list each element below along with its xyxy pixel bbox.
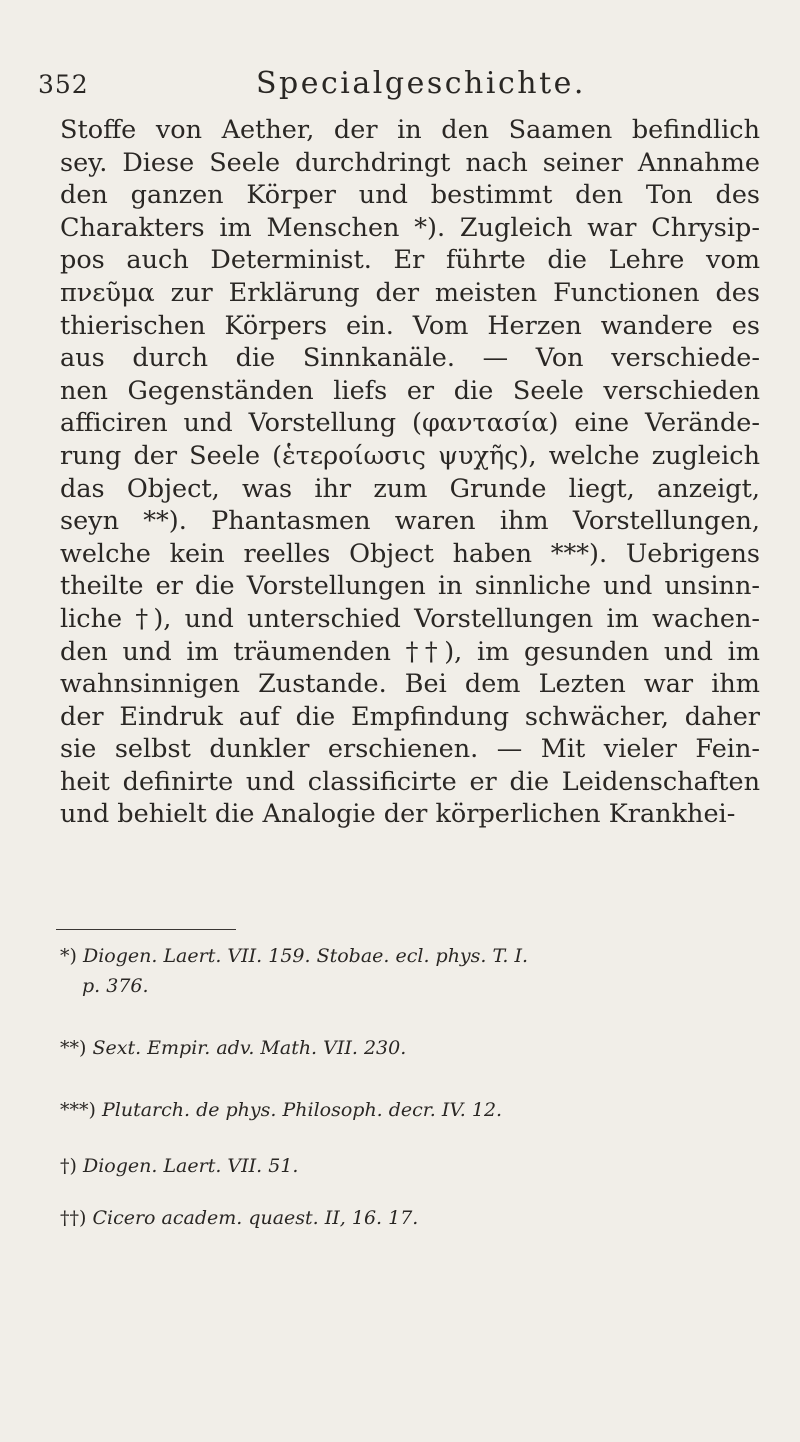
footnote-mark: †) [60, 1155, 77, 1177]
footnote-text: Plutarch. de phys. Philosoph. decr. IV. 12. [101, 1099, 503, 1121]
footnote-mark: *) [60, 945, 77, 967]
page-number: 352 [38, 70, 89, 99]
body-line: das Object, was ihr zum Grunde liegt, anzeigt, [60, 473, 760, 504]
body-line: und behielt die Analogie der körperlichen Krankhei- [60, 799, 736, 830]
page-header [38, 66, 758, 110]
body-line: den und im träumenden ††), im gesunden und im [60, 636, 760, 667]
footnote-text: Diogen. Laert. VII. 159. Stobae. ecl. phys. T. I. [82, 945, 528, 967]
body-line: der Eindruk auf die Empfindung schwächer, daher [60, 701, 760, 732]
body-line: nen Gegenständen liefs er die Seele verschieden [60, 375, 760, 406]
footnote-mark: ***) [60, 1099, 96, 1121]
footnote [60, 1037, 406, 1059]
footnote [60, 945, 528, 967]
body-line: den ganzen Körper und bestimmt den Ton des [60, 180, 760, 211]
body-line: rung der Seele (ἑτεροίωσις ψυχῆς), welche zugleich [60, 440, 760, 471]
body-text [60, 114, 760, 831]
body-line: Charakters im Menschen *). Zugleich war Chrysip- [60, 212, 760, 243]
body-line: welche kein reelles Object haben ***). Uebrigens [60, 538, 760, 569]
footnote-text: Cicero academ. quaest. II, 16. 17. [92, 1207, 419, 1229]
footnote [60, 1155, 298, 1177]
footnote-continuation: p. 376. [82, 975, 149, 997]
body-line: theilte er die Vorstellungen in sinnliche und unsinn- [60, 571, 760, 602]
body-line: wahnsinnigen Zustande. Bei dem Lezten war ihm [60, 669, 760, 700]
footnote-text: Diogen. Laert. VII. 51. [82, 1155, 299, 1177]
footnote-mark: **) [60, 1037, 87, 1059]
footnote [60, 1207, 418, 1229]
footnote-divider [56, 929, 236, 930]
body-line: afficiren und Vorstellung (φαντασία) eine Verände- [60, 408, 760, 439]
footnote-text: Sext. Empir. adv. Math. VII. 230. [92, 1037, 407, 1059]
body-line: sey. Diese Seele durchdringt nach seiner Annahme [60, 147, 760, 178]
footnote [60, 1099, 502, 1121]
body-line: thierischen Körpers ein. Vom Herzen wandere es [60, 310, 760, 341]
footnote-mark: ††) [60, 1207, 87, 1229]
body-line: aus durch die Sinnkanäle. — Von verschiede- [60, 343, 760, 374]
body-line: sie selbst dunkler erschienen. — Mit vieler Fein- [60, 734, 760, 765]
body-line: liche †), und unterschied Vorstellungen im wachen- [60, 603, 760, 634]
running-title: Specialgeschichte. [256, 66, 586, 101]
body-line: seyn **). Phantasmen waren ihm Vorstellungen, [60, 506, 760, 537]
body-line: Stoffe von Aether, der in den Saamen befindlich [60, 115, 760, 145]
body-line: heit definirte und classificirte er die Leidenschaften [60, 766, 760, 797]
body-line: πνεῦμα zur Erklärung der meisten Functionen des [60, 277, 760, 308]
body-line: pos auch Determinist. Er führte die Lehre vom [60, 245, 760, 276]
